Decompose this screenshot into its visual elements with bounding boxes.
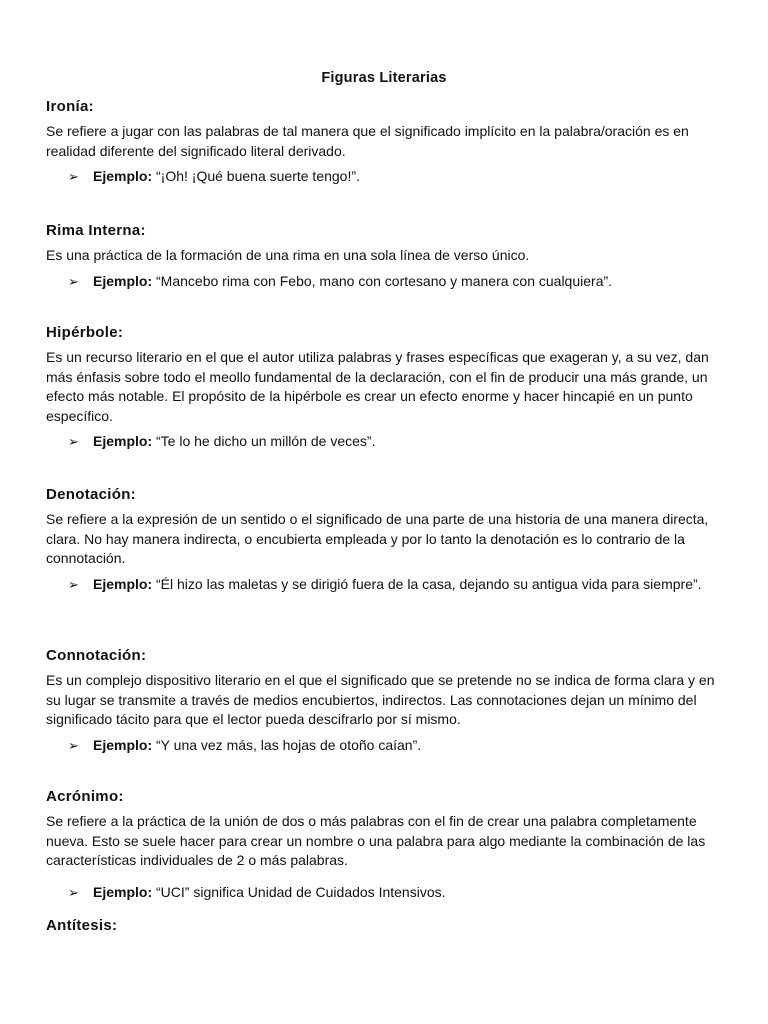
section-description: Es un recurso literario en el que el autor utiliza palabras y frases específicas que exageran y, a su vez, dan más énfasis sobre todo el meollo fundamental de la declaración, con el fin de producir una más grande, un efecto más notable. El propósito de la hipérbole es crear un efecto enorme y hacer hincapié en un punto específico. (46, 349, 709, 424)
arrowhead-bullet-icon: ➢ (68, 576, 79, 592)
arrowhead-bullet-icon: ➢ (68, 273, 79, 289)
section-heading: Denotación: (46, 486, 136, 503)
example-label: Ejemplo: (93, 883, 157, 900)
document-title: Figuras Literarias (321, 70, 447, 86)
section-denotacion (46, 486, 722, 594)
section-description: Se refiere a la práctica de la unión de dos o más palabras con el fin de crear una palabra completamente nueva. Esto se suele hacer para crear un nombre o una palabra para algo mediante la combinación de las características individuales de 2 o más palabras. (46, 813, 706, 868)
section-ironia (46, 98, 722, 187)
example-label: Ejemplo: (93, 736, 157, 753)
example-content (93, 272, 722, 292)
example-label: Ejemplo: (93, 433, 157, 449)
section-hiperbole (46, 324, 722, 452)
example-item (46, 736, 722, 756)
example-item (46, 167, 722, 187)
section-connotacion (46, 647, 722, 755)
section-rima-interna (46, 222, 722, 291)
example-text: “Mancebo rima con Febo, mano con cortesano y manera con cualquiera”. (156, 272, 613, 289)
section-description: Es un complejo dispositivo literario en el que el significado que se pretende no se indica de forma clara y en su lugar se transmite a través de medios encubiertos, indirectos. Las connotaciones dejan un mínimo del significado tácito para que el lector pueda descifrarlo por sí mismo. (46, 672, 715, 727)
arrowhead-bullet-icon: ➢ (68, 884, 79, 900)
example-content (93, 432, 722, 452)
section-heading: Rima Interna: (46, 222, 146, 239)
section-heading: Acrónimo: (46, 788, 124, 805)
arrowhead-bullet-icon: ➢ (68, 737, 79, 753)
section-heading: Ironía: (46, 98, 94, 115)
section-description: Se refiere a la expresión de un sentido o el significado de una parte de una historia de una manera directa, clara. No hay manera indirecta, o encubierta empleada y por lo tanto la denotación es lo contrario de la connotación. (46, 511, 709, 566)
example-content (93, 736, 722, 756)
section-description: Es una práctica de la formación de una rima en una sola línea de verso único. (46, 247, 530, 263)
example-item (46, 432, 722, 452)
section-heading: Connotación: (46, 647, 147, 664)
section-description: Se refiere a jugar con las palabras de tal manera que el significado implícito en la palabra/oración es en realidad diferente del significado literal derivado. (46, 123, 689, 159)
example-label: Ejemplo: (93, 168, 157, 184)
example-label: Ejemplo: (93, 272, 157, 289)
example-item (46, 272, 722, 292)
example-content (93, 575, 722, 595)
example-content (93, 167, 722, 187)
section-antitesis (46, 917, 722, 941)
example-label: Ejemplo: (93, 575, 157, 592)
arrowhead-bullet-icon: ➢ (68, 169, 79, 184)
arrowhead-bullet-icon: ➢ (68, 434, 79, 449)
section-heading: Antítesis: (46, 917, 118, 934)
section-heading: Hipérbole: (46, 324, 124, 341)
example-text: “UCI” significa Unidad de Cuidados Intensivos. (156, 883, 446, 900)
example-text: “¡Oh! ¡Qué buena suerte tengo!”. (156, 168, 360, 184)
example-text: “Él hizo las maletas y se dirigió fuera de la casa, dejando su antigua vida para siempre”. (156, 575, 702, 592)
section-acronimo (46, 788, 722, 902)
example-content (93, 883, 722, 903)
example-item (46, 883, 722, 903)
example-item (46, 575, 722, 595)
example-text: “Y una vez más, las hojas de otoño caían”. (156, 736, 422, 753)
example-text: “Te lo he dicho un millón de veces”. (156, 433, 376, 449)
